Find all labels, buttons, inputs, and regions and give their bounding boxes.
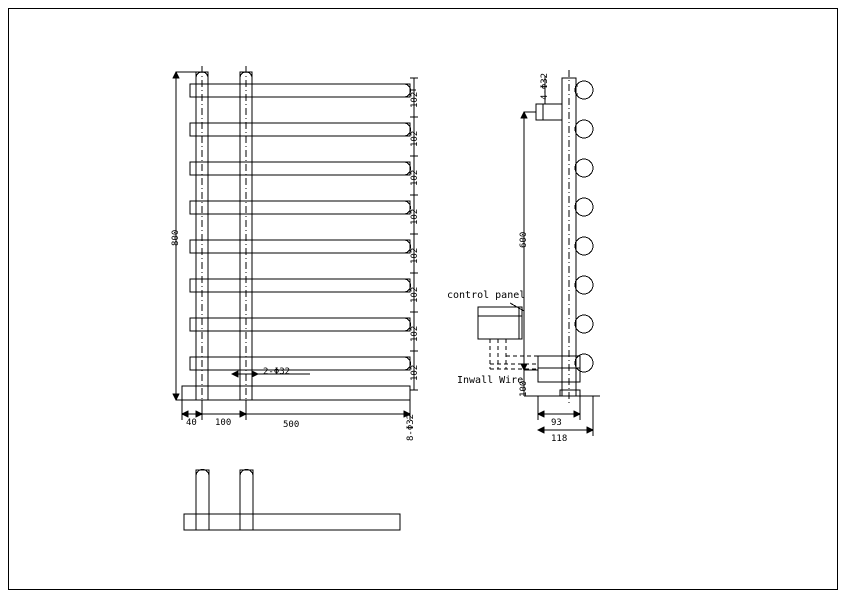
dim-overall-height: 800 [171, 229, 181, 246]
dim-overall-width: 500 [283, 420, 300, 430]
dim-rung-pitch-7: 102 [410, 325, 420, 342]
dim-spacing: 100 [215, 418, 232, 428]
dim-rung-pitch-5: 102 [410, 247, 420, 264]
note-hole-2phi32: 2-Φ32 [263, 367, 291, 377]
label-control-panel: control panel [447, 290, 526, 301]
dim-offset-left: 40 [186, 418, 197, 428]
dim-rung-pitch-6: 102 [410, 286, 420, 303]
dim-depth-outer: 118 [551, 434, 568, 444]
dim-rung-pitch-2: 102 [410, 130, 420, 147]
dim-side-height: 600 [519, 231, 529, 248]
dim-rung-pitch-1: 102 [410, 91, 420, 108]
note-hole-4phi32: 4-Φ32 [540, 72, 550, 100]
label-inwall-wire: Inwall Wire [457, 375, 524, 386]
dim-rung-pitch-4: 102 [410, 208, 420, 225]
dim-side-lower: 100 [519, 380, 529, 397]
dim-rung-pitch-3: 102 [410, 169, 420, 186]
note-hole-8phi32: 8-Φ32 [406, 413, 416, 441]
dim-rung-pitch-8: 102 [410, 364, 420, 381]
dim-depth-inner: 93 [551, 418, 562, 428]
